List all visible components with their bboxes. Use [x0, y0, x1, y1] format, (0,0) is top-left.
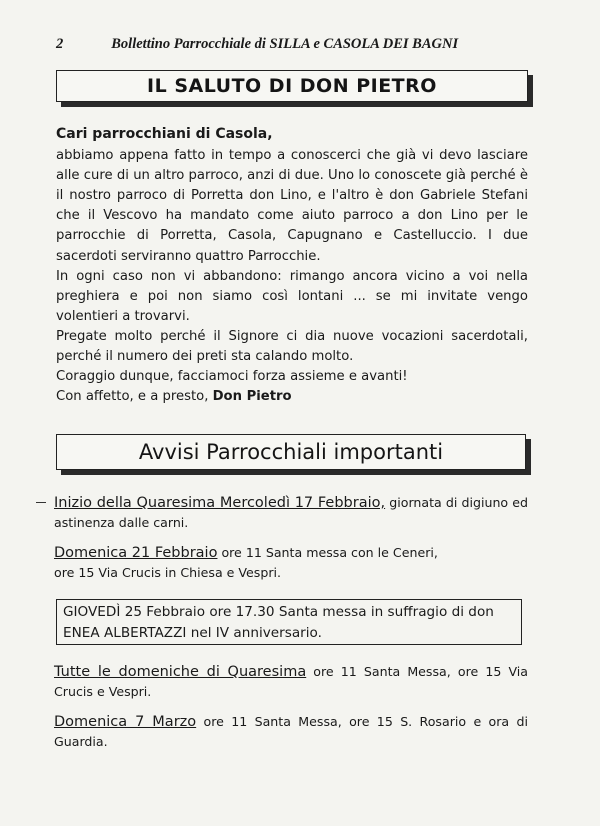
- letter-paragraph: abbiamo appena fatto in tempo a conoscerci che già vi devo lasciare alle cure di un altro parroco, anzi di due. Uno lo conoscete già perché è il nostro parroco di Porretta don Lino, e l'altro è don Gabriele Stefani che il Vescovo ha mandato come aiuto parroco a don Lino per le parrocchie di Porretta, Casola, Capugnano e Castelluccio. I due sacerdoti serviranno quattro Parrocchie.: [56, 148, 528, 264]
- notice-text: ore 11 Santa Messa, ore 15 Via Crucis e Vespri.: [54, 664, 528, 699]
- closing-text: Con affetto, e a presto,: [56, 389, 209, 405]
- signature: Don Pietro: [212, 389, 292, 405]
- letter-closing: [56, 387, 528, 407]
- notice-heading: Tutte le domeniche di Quaresima: [54, 664, 307, 680]
- notice-item: [54, 543, 528, 583]
- notices-list: [54, 493, 528, 593]
- notice-item: [54, 662, 528, 702]
- notice-text: ore 11 Santa Messa, ore 15 S. Rosario e ora di Guardia.: [54, 714, 528, 749]
- letter-greeting: Cari parrocchiani di Casola,: [56, 126, 273, 142]
- page-number: 2: [56, 36, 64, 52]
- page-header: [56, 36, 550, 53]
- notice-heading: Domenica 7 Marzo: [54, 714, 197, 730]
- section-title-avvisi: Avvisi Parrocchiali importanti: [56, 434, 526, 470]
- notice-item: [54, 712, 528, 752]
- margin-mark: [36, 502, 46, 503]
- letter-body: [56, 124, 528, 407]
- notice-text: giornata di digiuno ed astinenza dalle carni.: [54, 495, 528, 530]
- publication-title: Bollettino Parrocchiale di SILLA e CASOLA DEI BAGNI: [111, 36, 459, 52]
- notice-heading: Inizio della Quaresima Mercoledì 17 Febbraio,: [54, 495, 386, 511]
- highlight-notice-box: GIOVEDÌ 25 Febbraio ore 17.30 Santa messa in suffragio di don ENEA ALBERTAZZI nel IV anniversario.: [56, 599, 522, 645]
- notice-item: [54, 493, 528, 533]
- notices-list-2: [54, 662, 528, 762]
- letter-paragraph: Coraggio dunque, facciamoci forza assieme e avanti!: [56, 369, 408, 385]
- notice-text: ore 15 Via Crucis in Chiesa e Vespri.: [54, 565, 282, 580]
- notice-text: ore 11 Santa messa con le Ceneri,: [217, 545, 438, 560]
- section-title-saluto: IL SALUTO DI DON PIETRO: [56, 70, 528, 102]
- letter-paragraph: Pregate molto perché il Signore ci dia nuove vocazioni sacerdotali, perché il numero dei preti sta calando molto.: [56, 328, 528, 365]
- notice-heading: Domenica 21 Febbraio: [54, 545, 218, 561]
- letter-paragraph: In ogni caso non vi abbandono: rimango ancora vicino a voi nella preghiera e poi non siamo così lontani ... se mi invitate vengo volentieri a trovarvi.: [56, 268, 528, 324]
